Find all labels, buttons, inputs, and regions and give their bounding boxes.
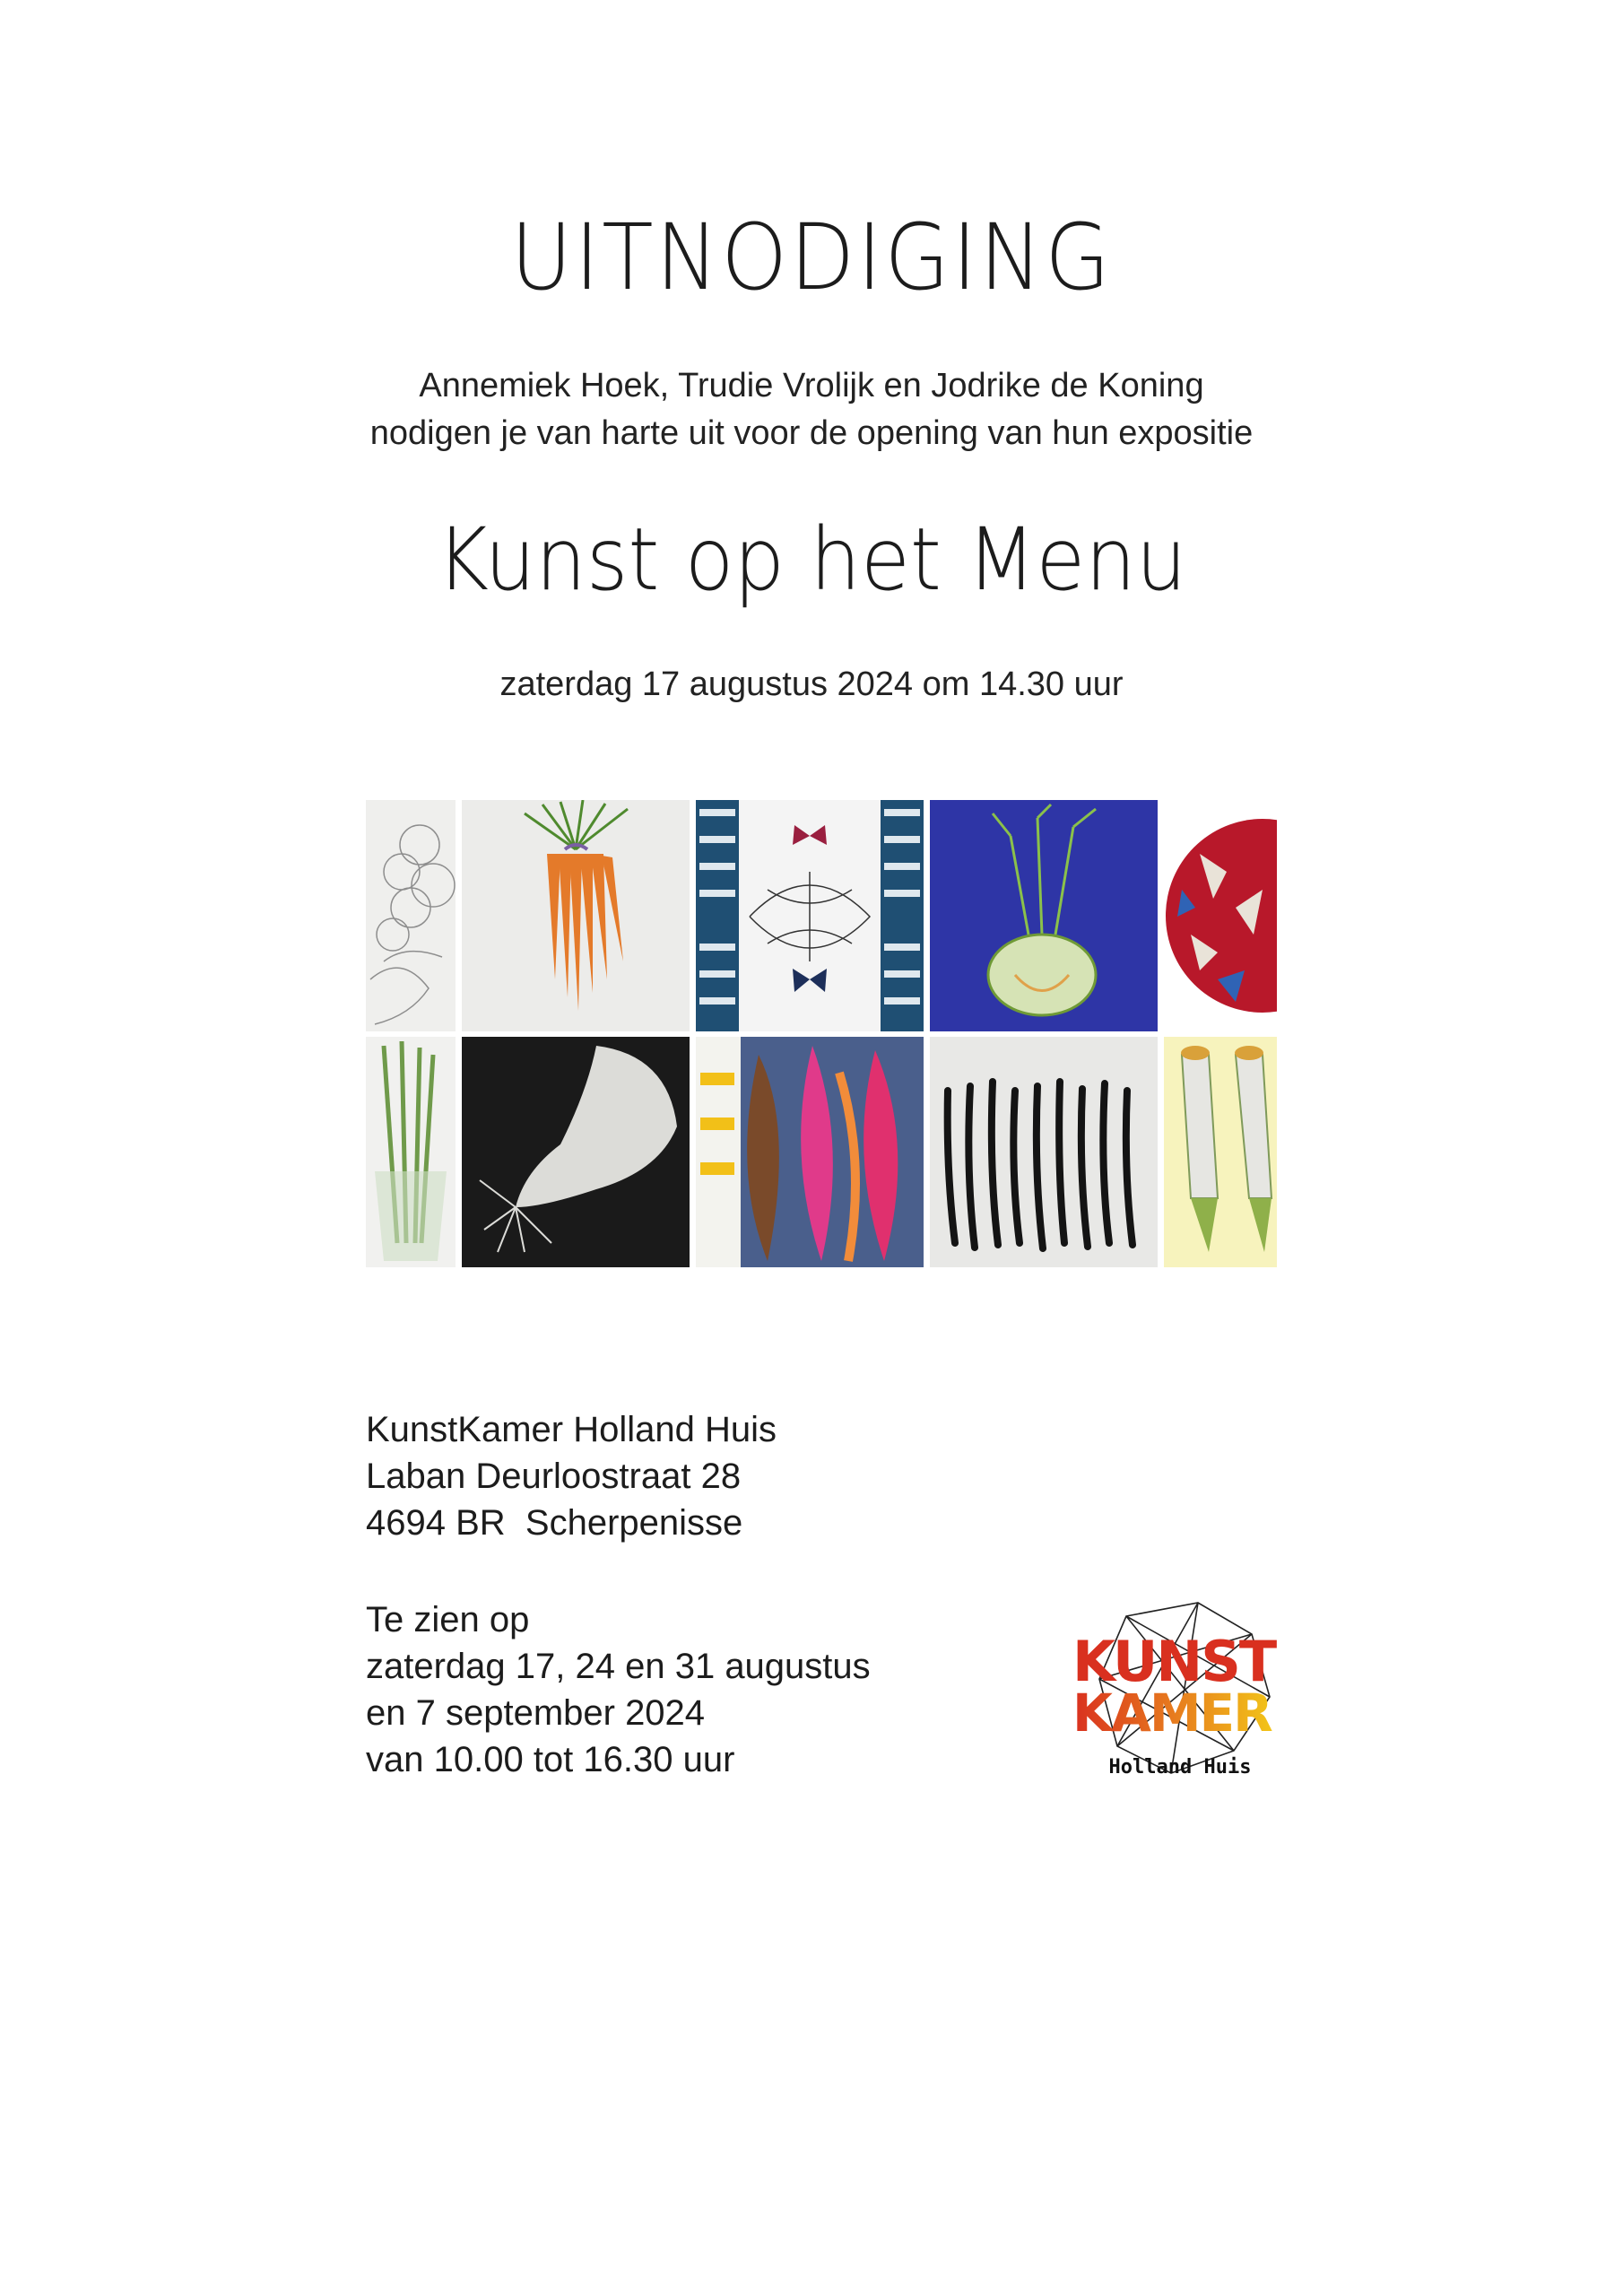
- venue-city: 4694 BR Scherpenisse: [366, 1503, 743, 1543]
- artwork-leeks: [1164, 1037, 1277, 1267]
- venue-street: Laban Deurloostraat 28: [366, 1457, 742, 1496]
- intro-line-hosts: Annemiek Hoek, Trudie Vrolijk en Jodrike de Koning: [419, 367, 1204, 404]
- artwork-red-mosaic: [1164, 800, 1277, 1031]
- intro-line-invite: nodigen je van harte uit voor de opening van hun expositie: [369, 414, 1254, 452]
- opening-date: zaterdag 17 augustus 2024 om 14.30 uur: [499, 665, 1124, 703]
- exhibition-title: Kunst op het Menu: [436, 509, 1187, 610]
- artwork-paper-root: [462, 1037, 690, 1267]
- logo-word-kamer: KAMER: [1072, 1683, 1271, 1744]
- logo-caption: Holland Huis: [1108, 1756, 1252, 1779]
- hours-label: Te zien op: [366, 1600, 530, 1639]
- logo-word-kunst: KUNST: [1072, 1629, 1276, 1694]
- artwork-cauliflower-sketch: [366, 800, 456, 1031]
- artwork-collage: [366, 800, 1277, 1267]
- hours-days: zaterdag 17, 24 en 31 augustus: [366, 1647, 871, 1686]
- hours-extra-day: en 7 september 2024: [366, 1693, 706, 1733]
- artwork-asparagus: [366, 1037, 456, 1267]
- artwork-leaf-collage: [696, 1037, 924, 1267]
- venue-name: KunstKamer Holland Huis: [366, 1410, 777, 1449]
- hours-time: van 10.00 tot 16.30 uur: [366, 1740, 735, 1779]
- intro-text: [0, 362, 1623, 457]
- opening-hours: [366, 1596, 871, 1783]
- venue-address: [366, 1406, 777, 1546]
- artwork-fennel: [930, 800, 1158, 1031]
- artwork-vanilla-pods: [930, 1037, 1158, 1267]
- kunstkamer-logo: [1072, 1598, 1288, 1778]
- invitation-title: UITNODIGING: [510, 204, 1113, 311]
- artwork-carrots: [462, 800, 690, 1031]
- artwork-butterflies: [696, 800, 924, 1031]
